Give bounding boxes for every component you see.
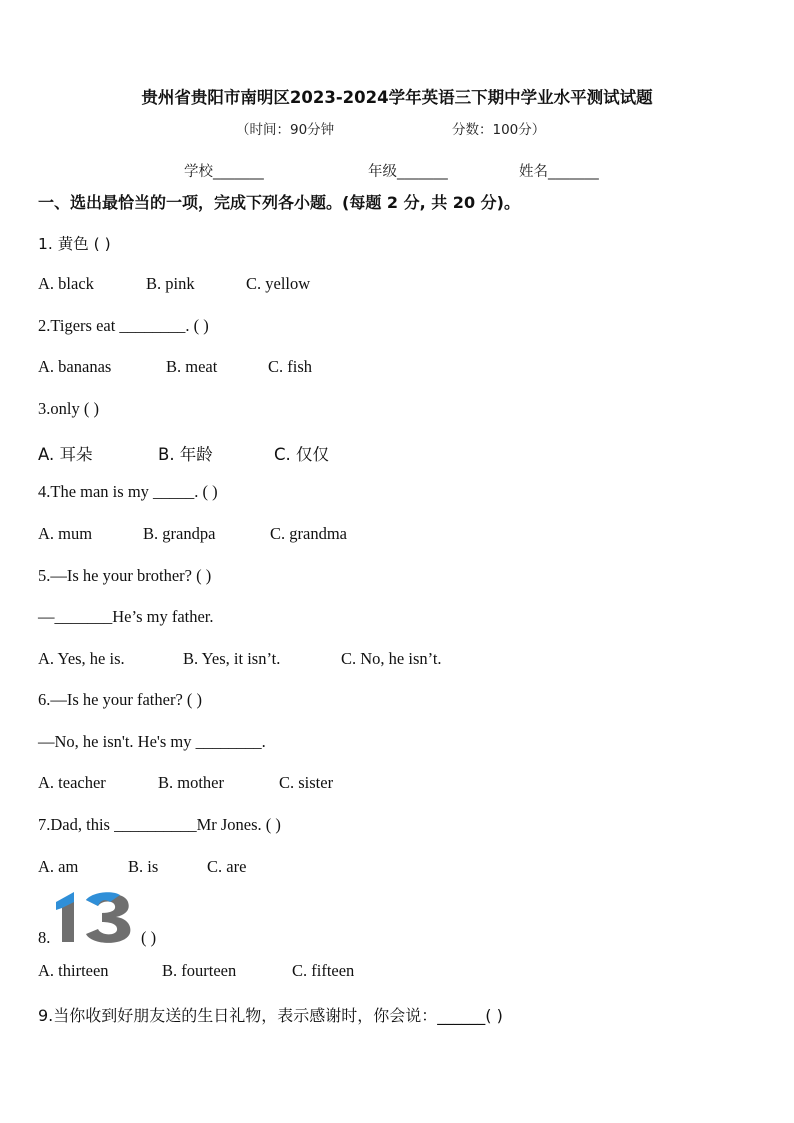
page-title: 贵州省贵阳市南明区2023-2024学年英语三下期中学业水平测试试题 [141,88,653,107]
q2-option-c[interactable]: C. fish [268,357,313,376]
q1-option-c[interactable]: C. yellow [246,274,311,293]
q7-option-b[interactable]: B. is [128,857,159,876]
q6-option-a[interactable]: A. teacher [38,773,106,792]
image-number-text: 13 [94,928,95,929]
name-field[interactable]: 姓名_______ [519,164,599,180]
q6-option-b[interactable]: B. mother [158,773,224,792]
question-2-stem: 2.Tigers eat ________. ( ) [38,316,209,335]
question-6-line2: —No, he isn't. He's my ________. [38,732,266,751]
q5-option-b[interactable]: B. Yes, it isn’t. [183,649,281,668]
question-5-stem: 5.—Is he your brother? ( ) [38,566,212,585]
q7-option-a[interactable]: A. am [38,857,79,876]
q2-option-a[interactable]: A. bananas [38,357,112,376]
school-field[interactable]: 学校_______ [184,164,264,180]
grade-field[interactable]: 年级_______ [368,164,448,180]
q3-option-c[interactable]: C. 仅仅 [274,445,330,464]
question-6-stem: 6.—Is he your father? ( ) [38,690,203,709]
q7-option-c[interactable]: C. are [207,857,247,876]
q8-option-b[interactable]: B. fourteen [162,961,237,980]
q1-option-a[interactable]: A. black [38,274,94,293]
q4-option-c[interactable]: C. grandma [270,524,347,543]
q8-option-c[interactable]: C. fifteen [292,961,355,980]
section-heading: 一、选出最恰当的一项，完成下列各小题。(每题 2 分, 共 20 分)。 [38,193,520,212]
q5-option-c[interactable]: C. No, he isn’t. [341,649,442,668]
question-8-prefix: 8. [38,928,51,947]
q8-option-a[interactable]: A. thirteen [38,961,109,980]
q3-option-b[interactable]: B. 年龄 [158,445,213,464]
question-9-stem: 9.当你收到好朋友送的生日礼物，表示感谢时，你会说：______( ) [38,1006,503,1025]
question-5-line2: —_______He’s my father. [38,607,214,626]
q1-option-b[interactable]: B. pink [146,274,195,293]
question-7-stem: 7.Dad, this __________Mr Jones. ( ) [38,815,281,834]
q3-option-a[interactable]: A. 耳朵 [38,445,93,464]
number-13-image [52,888,136,944]
question-8-answer-blank: ( ) [141,928,157,947]
question-1-stem: 1. 黄色 ( ) [38,235,111,253]
q5-option-a[interactable]: A. Yes, he is. [38,649,125,668]
q4-option-a[interactable]: A. mum [38,524,93,543]
question-3-stem: 3.only ( ) [38,399,99,418]
q4-option-b[interactable]: B. grandpa [143,524,216,543]
exam-score: 分数：100分） [452,122,546,138]
question-4-stem: 4.The man is my _____. ( ) [38,482,218,501]
q6-option-c[interactable]: C. sister [279,773,334,792]
exam-time: （时间：90分钟 [236,122,335,138]
q2-option-b[interactable]: B. meat [166,357,218,376]
